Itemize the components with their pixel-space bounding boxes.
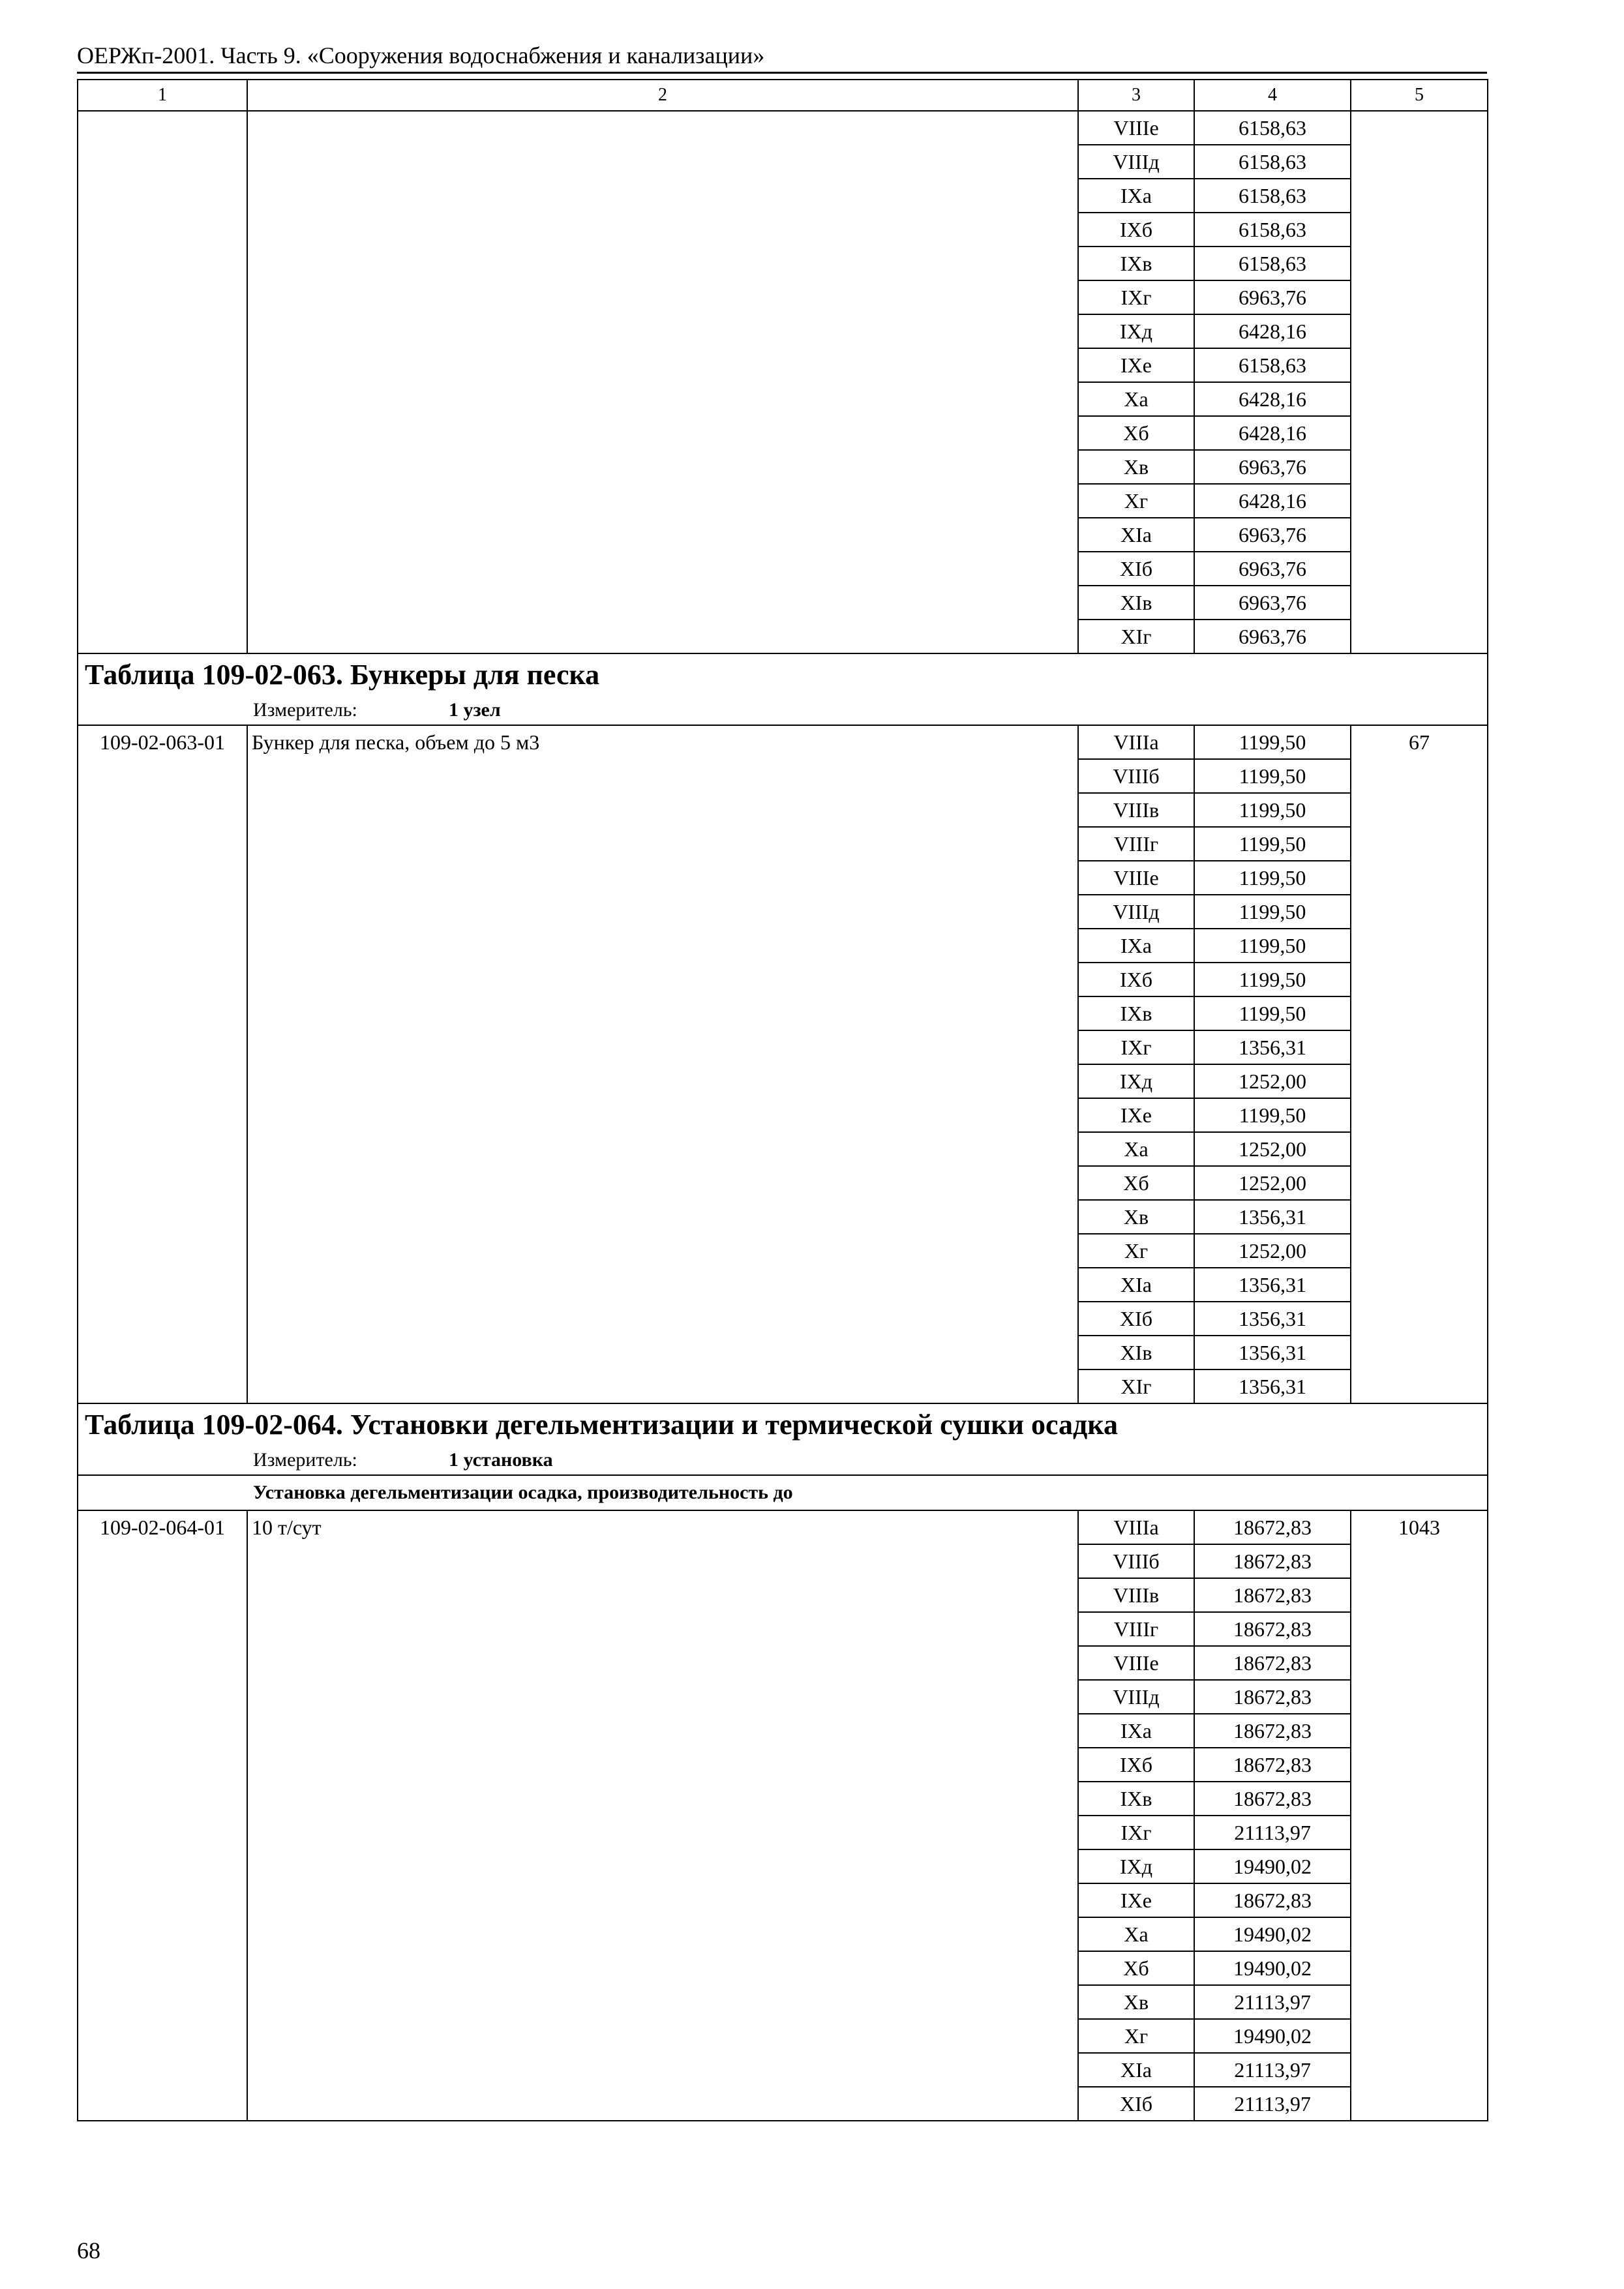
price-cell: 19490,02	[1194, 1849, 1351, 1883]
zone-cell: VIIIг	[1078, 827, 1194, 861]
price-cell: 6158,63	[1194, 179, 1351, 213]
zone-cell: VIIIе	[1078, 111, 1194, 145]
zone-cell: VIIIг	[1078, 1612, 1194, 1646]
page-number: 68	[77, 2237, 100, 2264]
zone-cell: Xа	[1078, 382, 1194, 416]
price-cell: 6158,63	[1194, 111, 1351, 145]
zone-cell: VIIIв	[1078, 793, 1194, 827]
zone-cell: IXг	[1078, 1816, 1194, 1849]
table-row	[78, 725, 1488, 759]
zone-cell: XIб	[1078, 552, 1194, 586]
unit-value: 1 узел	[449, 699, 501, 721]
zone-cell: XIв	[1078, 586, 1194, 620]
price-cell: 6963,76	[1194, 280, 1351, 314]
price-cell: 21113,97	[1194, 1816, 1351, 1849]
price-cell: 18672,83	[1194, 1748, 1351, 1782]
table-064-unit	[78, 1446, 1488, 1475]
unit-label: Измеритель:	[253, 1449, 357, 1471]
zone-cell: XIб	[1078, 1302, 1194, 1336]
zone-cell: XIа	[1078, 518, 1194, 552]
price-cell: 1199,50	[1194, 827, 1351, 861]
column-number-row	[78, 80, 1488, 111]
group-title: Установка дегельментизации осадка, производительность до	[78, 1475, 1488, 1510]
price-cell: 1252,00	[1194, 1064, 1351, 1098]
price-cell: 6963,76	[1194, 518, 1351, 552]
zone-cell: IXв	[1078, 996, 1194, 1030]
price-cell: 1199,50	[1194, 1098, 1351, 1132]
zone-cell: VIIIд	[1078, 145, 1194, 179]
price-cell: 18672,83	[1194, 1646, 1351, 1680]
price-cell: 1356,31	[1194, 1336, 1351, 1369]
unit-value: 1 установка	[449, 1449, 553, 1471]
item-extra: 67	[1351, 725, 1488, 1403]
price-cell: 1199,50	[1194, 861, 1351, 895]
zone-cell: XIб	[1078, 2087, 1194, 2121]
zone-cell: VIIIа	[1078, 725, 1194, 759]
zone-cell: VIIIд	[1078, 1680, 1194, 1714]
item-description: 10 т/сут	[247, 1510, 1078, 2121]
zone-cell: IXе	[1078, 348, 1194, 382]
unit-label: Измеритель:	[253, 699, 357, 721]
price-cell: 18672,83	[1194, 1578, 1351, 1612]
column-number: 5	[1351, 80, 1488, 111]
zone-cell: VIIIд	[1078, 895, 1194, 929]
table-063-unit-row	[78, 696, 1488, 725]
price-cell: 21113,97	[1194, 2053, 1351, 2087]
price-cell: 1356,31	[1194, 1302, 1351, 1336]
zone-cell: Xа	[1078, 1132, 1194, 1166]
price-cell: 6428,16	[1194, 416, 1351, 450]
zone-cell: IXд	[1078, 1064, 1194, 1098]
zone-cell: Xа	[1078, 1917, 1194, 1951]
zone-cell: IXа	[1078, 929, 1194, 963]
price-cell: 1356,31	[1194, 1369, 1351, 1403]
zone-cell: IXг	[1078, 1030, 1194, 1064]
table-064-title-row	[78, 1403, 1488, 1446]
column-number: 4	[1194, 80, 1351, 111]
zone-cell: Xг	[1078, 1234, 1194, 1268]
price-cell: 21113,97	[1194, 1985, 1351, 2019]
price-cell: 21113,97	[1194, 2087, 1351, 2121]
zone-cell: IXа	[1078, 179, 1194, 213]
zone-cell: IXб	[1078, 213, 1194, 247]
table-063-unit	[78, 696, 1488, 725]
zone-cell: Xб	[1078, 1951, 1194, 1985]
column-number: 1	[78, 80, 247, 111]
zone-cell: IXв	[1078, 1782, 1194, 1816]
price-cell: 1356,31	[1194, 1200, 1351, 1234]
page-header: ОЕРЖп-2001. Часть 9. «Сооружения водоснабжения и канализации»	[77, 40, 1487, 74]
price-cell: 1199,50	[1194, 963, 1351, 996]
price-cell: 1199,50	[1194, 725, 1351, 759]
zone-cell: VIIIа	[1078, 1510, 1194, 1544]
price-cell: 6963,76	[1194, 620, 1351, 653]
zone-cell: Xг	[1078, 2019, 1194, 2053]
zone-cell: IXд	[1078, 1849, 1194, 1883]
price-cell: 18672,83	[1194, 1680, 1351, 1714]
zone-cell: XIв	[1078, 1336, 1194, 1369]
price-cell: 6158,63	[1194, 348, 1351, 382]
price-cell: 1199,50	[1194, 895, 1351, 929]
price-cell: 1199,50	[1194, 996, 1351, 1030]
zone-cell: XIг	[1078, 620, 1194, 653]
zone-cell: VIIIв	[1078, 1578, 1194, 1612]
item-description	[247, 111, 1078, 653]
price-cell: 6963,76	[1194, 586, 1351, 620]
zone-cell: VIIIб	[1078, 1544, 1194, 1578]
zone-cell: IXд	[1078, 314, 1194, 348]
zone-cell: IXв	[1078, 247, 1194, 280]
price-cell: 6158,63	[1194, 213, 1351, 247]
price-cell: 6158,63	[1194, 247, 1351, 280]
zone-cell: Xб	[1078, 416, 1194, 450]
price-cell: 18672,83	[1194, 1544, 1351, 1578]
zone-cell: Xв	[1078, 1985, 1194, 2019]
table-063-title-row	[78, 653, 1488, 696]
zone-cell: Xв	[1078, 1200, 1194, 1234]
item-code: 109-02-064-01	[78, 1510, 247, 2121]
column-number: 2	[247, 80, 1078, 111]
group-row	[78, 1475, 1488, 1510]
zone-cell: IXб	[1078, 963, 1194, 996]
price-cell: 1199,50	[1194, 929, 1351, 963]
price-cell: 19490,02	[1194, 1951, 1351, 1985]
price-cell: 1199,50	[1194, 793, 1351, 827]
item-code	[78, 111, 247, 653]
zone-cell: Xв	[1078, 450, 1194, 484]
zone-cell: VIIIе	[1078, 1646, 1194, 1680]
price-cell: 18672,83	[1194, 1510, 1351, 1544]
price-cell: 18672,83	[1194, 1714, 1351, 1748]
zone-cell: XIа	[1078, 1268, 1194, 1302]
item-extra	[1351, 111, 1488, 653]
price-cell: 1252,00	[1194, 1132, 1351, 1166]
zone-cell: IXа	[1078, 1714, 1194, 1748]
zone-cell: XIа	[1078, 2053, 1194, 2087]
rates-table	[77, 79, 1488, 2121]
price-cell: 1356,31	[1194, 1030, 1351, 1064]
zone-cell: Xг	[1078, 484, 1194, 518]
price-cell: 18672,83	[1194, 1612, 1351, 1646]
item-code: 109-02-063-01	[78, 725, 247, 1403]
zone-cell: IXг	[1078, 280, 1194, 314]
column-number: 3	[1078, 80, 1194, 111]
price-cell: 6963,76	[1194, 450, 1351, 484]
price-cell: 1356,31	[1194, 1268, 1351, 1302]
table-064-unit-row	[78, 1446, 1488, 1475]
zone-cell: IXб	[1078, 1748, 1194, 1782]
price-cell: 1252,00	[1194, 1234, 1351, 1268]
zone-cell: IXе	[1078, 1883, 1194, 1917]
price-cell: 6158,63	[1194, 145, 1351, 179]
price-cell: 1199,50	[1194, 759, 1351, 793]
price-cell: 19490,02	[1194, 1917, 1351, 1951]
price-cell: 18672,83	[1194, 1782, 1351, 1816]
table-064-title: Таблица 109-02-064. Установки дегельментизации и термической сушки осадка	[78, 1403, 1488, 1446]
zone-cell: XIг	[1078, 1369, 1194, 1403]
table-row	[78, 1510, 1488, 1544]
item-extra: 1043	[1351, 1510, 1488, 2121]
price-cell: 6428,16	[1194, 484, 1351, 518]
price-cell: 19490,02	[1194, 2019, 1351, 2053]
price-cell: 18672,83	[1194, 1883, 1351, 1917]
table-063-title: Таблица 109-02-063. Бункеры для песка	[78, 653, 1488, 696]
item-description: Бункер для песка, объем до 5 м3	[247, 725, 1078, 1403]
table-row	[78, 111, 1488, 145]
zone-cell: VIIIб	[1078, 759, 1194, 793]
price-cell: 6428,16	[1194, 382, 1351, 416]
zone-cell: Xб	[1078, 1166, 1194, 1200]
zone-cell: IXе	[1078, 1098, 1194, 1132]
price-cell: 1252,00	[1194, 1166, 1351, 1200]
price-cell: 6428,16	[1194, 314, 1351, 348]
price-cell: 6963,76	[1194, 552, 1351, 586]
zone-cell: VIIIе	[1078, 861, 1194, 895]
